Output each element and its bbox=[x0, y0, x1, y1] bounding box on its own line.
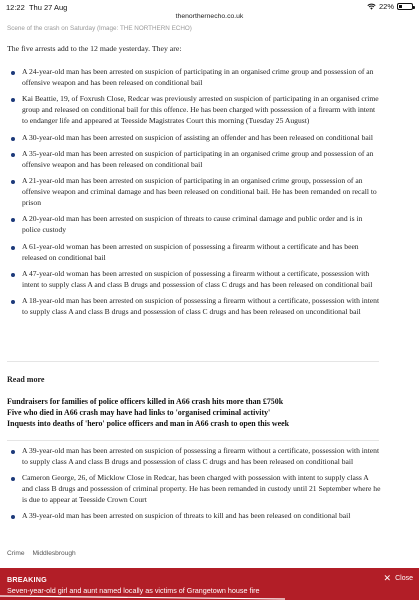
list-item bbox=[0, 296, 419, 318]
list-item bbox=[0, 269, 419, 291]
arrests-list bbox=[0, 67, 419, 323]
status-bar bbox=[0, 0, 419, 14]
bullet-icon bbox=[11, 246, 15, 250]
close-label: Close bbox=[395, 575, 413, 582]
list-item-text: A 30-year-old man has been arrested on suspicion of assisting an offender and has been released on conditional bail bbox=[22, 132, 374, 142]
list-item bbox=[0, 446, 419, 468]
list-item-text: A 18-year-old man has been arrested on suspicion of possessing a firearm without a certificate, possession with intent to supply class A and class B drugs and possession of class C drugs and has been released on unconditional bail bbox=[22, 296, 380, 317]
tag-link[interactable]: Middlesbrough bbox=[32, 550, 76, 557]
url-text: thenorthernecho.co.uk bbox=[175, 13, 244, 20]
list-item bbox=[0, 149, 419, 171]
list-item-text: A 39-year-old man has been arrested on suspicion of threats to kill and has been released on conditional bail bbox=[22, 510, 351, 520]
breaking-headline[interactable]: Seven-year-old girl and aunt named locally as victims of Grangetown house fire bbox=[7, 586, 260, 595]
breaking-label: BREAKING bbox=[7, 575, 47, 584]
bullet-icon bbox=[11, 515, 15, 519]
list-item bbox=[0, 133, 419, 144]
list-item bbox=[0, 176, 419, 209]
list-item-text: A 21-year-old man has been arrested on suspicion of participating in an organised crime group, possession of an offensive weapon and criminal damage and has been released on conditional bail. He has been remanded on recall to prison bbox=[22, 176, 377, 208]
list-item bbox=[0, 511, 419, 522]
list-item-text: A 47-year-old woman has been arrested on suspicion of possessing a firearm without a certificate, possession with intent to supply class A and class B drugs and possession of class C drugs and has been released on conditional bail bbox=[22, 269, 373, 289]
bullet-icon bbox=[11, 300, 15, 304]
close-button[interactable] bbox=[384, 575, 413, 582]
list-item bbox=[0, 67, 419, 89]
address-bar[interactable] bbox=[0, 13, 419, 24]
list-item-text: Kai Beattie, 19, of Foxrush Close, Redcar was previously arrested on suspicion of participating in an organised crime group and released on conditional bail for this offence. He has been charged with possession of a firearm with intent to endanger life and appeared at Teesside Magistrates Court this morning (Tuesday 25 August) bbox=[22, 94, 379, 126]
list-item-text: A 61-year-old woman has been arrested on suspicion of possessing a firearm without a certificate and has been released on conditional bail bbox=[22, 241, 359, 262]
status-time: 12:22 Thu 27 Aug bbox=[6, 3, 68, 12]
read-more-link[interactable]: Five who died in A66 crash may have had links to 'organised criminal activity' bbox=[7, 408, 271, 418]
bullet-icon bbox=[11, 137, 15, 141]
intro-paragraph: The five arrests add to the 12 made yesterday. They are: bbox=[7, 44, 182, 53]
more-arrests-list bbox=[0, 446, 419, 526]
list-item bbox=[0, 242, 419, 264]
bullet-icon bbox=[11, 153, 15, 157]
status-right bbox=[367, 2, 413, 11]
battery-icon bbox=[397, 3, 413, 10]
read-more-links bbox=[7, 396, 289, 430]
bullet-icon bbox=[11, 98, 15, 102]
list-item bbox=[0, 214, 419, 236]
battery-percent: 22% bbox=[378, 2, 394, 11]
breaking-news-banner[interactable] bbox=[0, 568, 419, 600]
close-icon: ✕ bbox=[383, 573, 392, 583]
list-item-text: A 20-year-old man has been arrested on suspicion of threats to cause criminal damage and public order and is in police custody bbox=[22, 214, 363, 235]
list-item-text: Cameron George, 26, of Micklow Close in Redcar, has been charged with possession with intent to supply class A and class B drugs and possession of criminal property. He has been remanded in custody until 21 September where he is due to appear at Teesside Crown Court bbox=[22, 472, 381, 504]
bullet-icon bbox=[11, 218, 15, 222]
bullet-icon bbox=[11, 180, 15, 184]
list-item-text: A 39-year-old man has been arrested on suspicion of possessing a firearm without a certificate, possession with intent to supply class A and class B drugs and possession of class C drugs and has been released on conditional bail bbox=[22, 446, 380, 466]
bullet-icon bbox=[11, 450, 15, 454]
read-more-link[interactable]: Fundraisers for families of police officers killed in A66 crash hits more than £750k bbox=[7, 397, 284, 406]
headline-underline-icon bbox=[0, 595, 419, 600]
divider bbox=[7, 440, 379, 441]
list-item bbox=[0, 94, 419, 127]
bullet-icon bbox=[11, 273, 15, 277]
list-item-text: A 35-year-old man has been arrested on suspicion of participating in an organised crime group and possession of an offensive weapon and has been released on conditional bail bbox=[22, 148, 374, 169]
wifi-icon bbox=[367, 3, 376, 10]
image-caption: Scene of the crash on Saturday (Image: THE NORTHERN ECHO) bbox=[7, 25, 192, 32]
read-more-link[interactable]: Inquests into deaths of 'hero' police officers and man in A66 crash to open this week bbox=[7, 419, 289, 429]
bullet-icon bbox=[11, 477, 15, 481]
bullet-icon bbox=[11, 71, 15, 75]
tag-link[interactable]: Crime bbox=[7, 550, 25, 557]
article-tags bbox=[7, 550, 82, 557]
read-more-heading: Read more bbox=[7, 375, 45, 384]
divider bbox=[7, 361, 379, 362]
list-item bbox=[0, 473, 419, 506]
list-item-text: A 24-year-old man has been arrested on suspicion of participating in an organised crime group and possession of an offensive weapon and has been released on conditional bail bbox=[22, 67, 374, 87]
